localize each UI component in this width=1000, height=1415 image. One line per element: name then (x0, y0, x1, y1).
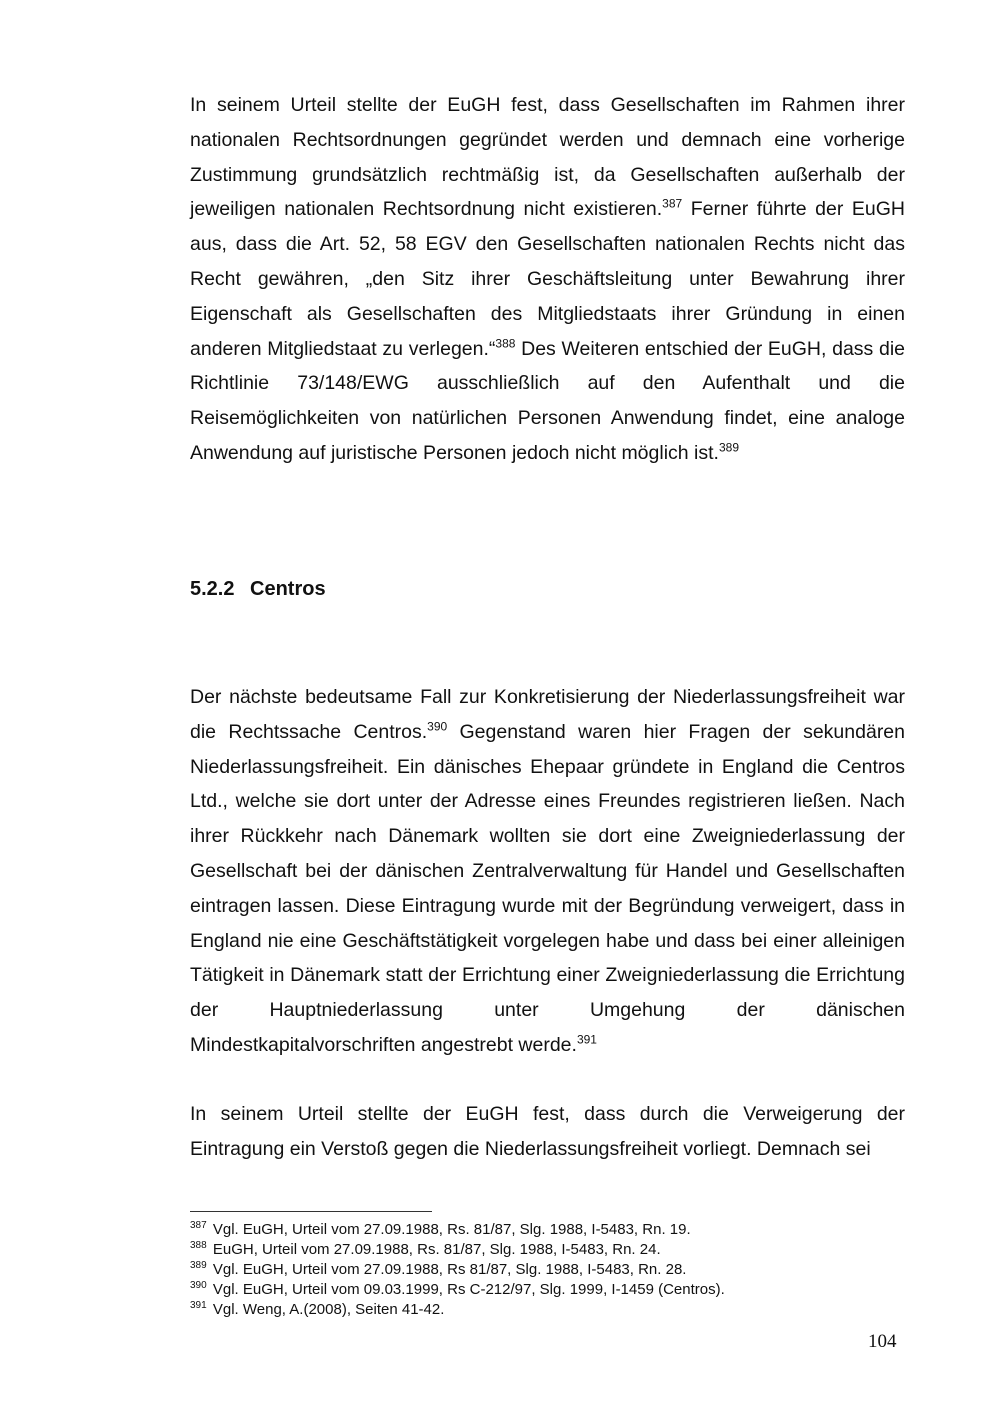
footnote-ref-388: 388 (495, 336, 516, 351)
footnote-ref-389: 389 (718, 440, 739, 455)
footnote-number: 388 (190, 1240, 207, 1251)
footnote-number: 389 (190, 1260, 207, 1271)
section-title: Centros (250, 578, 326, 600)
footnote-text: EuGH, Urteil vom 27.09.1988, Rs. 81/87, Slg. 1988, I-5483, Rn. 24. (212, 1241, 661, 1258)
footnote-number: 391 (190, 1300, 207, 1311)
footnote-ref-390: 390 (427, 719, 448, 734)
footnote-list (190, 1220, 905, 1320)
paragraph-3-text: In seinem Urteil stellte der EuGH fest, dass durch die Verweigerung der Eintragung ein Verstoß gegen die Niederlassungsfreiheit vorliegt. Demnach sei (190, 1103, 905, 1160)
footnote-item (190, 1280, 905, 1300)
paragraph-1-text-b: Ferner führte der EuGH aus, dass die Art. 52, 58 EGV den Gesellschaften nationalen Rechts nicht das Recht gewähren, „den Sitz ihrer Geschäftsleitung unter Bewahrung ihrer Eigenschaft als Gesellschaften des Mitgliedstaats ihrer Gründung in einen anderen Mitgliedstaat zu verlegen.“ (190, 198, 905, 360)
footnote-separator (190, 1211, 432, 1212)
footnote-item (190, 1240, 905, 1260)
section-heading (190, 578, 326, 601)
footnote-text: Vgl. Weng, A.(2008), Seiten 41-42. (212, 1301, 445, 1318)
body-paragraph-3 (190, 1097, 905, 1167)
footnote-text: Vgl. EuGH, Urteil vom 27.09.1988, Rs 81/87, Slg. 1988, I-5483, Rn. 28. (212, 1261, 687, 1278)
footnote-ref-391: 391 (576, 1032, 597, 1047)
paragraph-1-text-c: Des Weiteren entschied der EuGH, dass die Richtlinie 73/148/EWG ausschließlich auf den Aufenthalt und die Reisemöglichkeiten von natürlichen Personen Anwendung findet, eine analoge Anwendung auf juristische Personen jedoch nicht möglich ist. (190, 337, 905, 464)
section-number: 5.2.2 (190, 578, 235, 600)
paragraph-2-text-a: Der nächste bedeutsame Fall zur Konkretisierung der Niederlassungsfreiheit war die Rechtssache Centros. (190, 686, 905, 743)
footnote-number: 390 (190, 1280, 207, 1291)
footnote-ref-387: 387 (662, 196, 683, 211)
paragraph-2-text-b: Gegenstand waren hier Fragen der sekundären Niederlassungsfreiheit. Ein dänisches Ehepaar gründete in England die Centros Ltd., welche sie dort unter der Adresse eines Freundes registrieren ließen. Nach ihrer Rückkehr nach Dänemark wollten sie dort eine Zweigniederlassung der Gesellschaft bei der dänischen Zentralverwaltung für Handel und Gesellschaften eintragen lassen. Diese Eintragung wurde mit der Begründung verweigert, dass in England nie eine Geschäftstätigkeit vorgelegen habe und dass bei einer alleinigen Tätigkeit in Dänemark statt der Errichtung einer Zweigniederlassung die Errichtung der Hauptniederlassung unter Umgehung der dänischen Mindestkapitalvorschriften angestrebt werde. (190, 720, 905, 1056)
footnote-item (190, 1220, 905, 1240)
body-paragraph-1 (190, 88, 905, 471)
footnote-number: 387 (190, 1220, 207, 1231)
footnote-text: Vgl. EuGH, Urteil vom 09.03.1999, Rs C-212/97, Slg. 1999, I-1459 (Centros). (212, 1281, 725, 1298)
footnote-text: Vgl. EuGH, Urteil vom 27.09.1988, Rs. 81/87, Slg. 1988, I-5483, Rn. 19. (212, 1221, 691, 1238)
footnote-item (190, 1260, 905, 1280)
page-number: 104 (868, 1331, 897, 1352)
body-paragraph-2 (190, 680, 905, 1063)
footnote-item (190, 1300, 905, 1320)
paragraph-1-text-a: In seinem Urteil stellte der EuGH fest, dass Gesellschaften im Rahmen ihrer nationalen Rechtsordnungen gegründet werden und demnach eine vorherige Zustimmung grundsätzlich rechtmäßig ist, da Gesellschaften außerhalb der jeweiligen nationalen Rechtsordnung nicht existieren. (190, 94, 905, 221)
